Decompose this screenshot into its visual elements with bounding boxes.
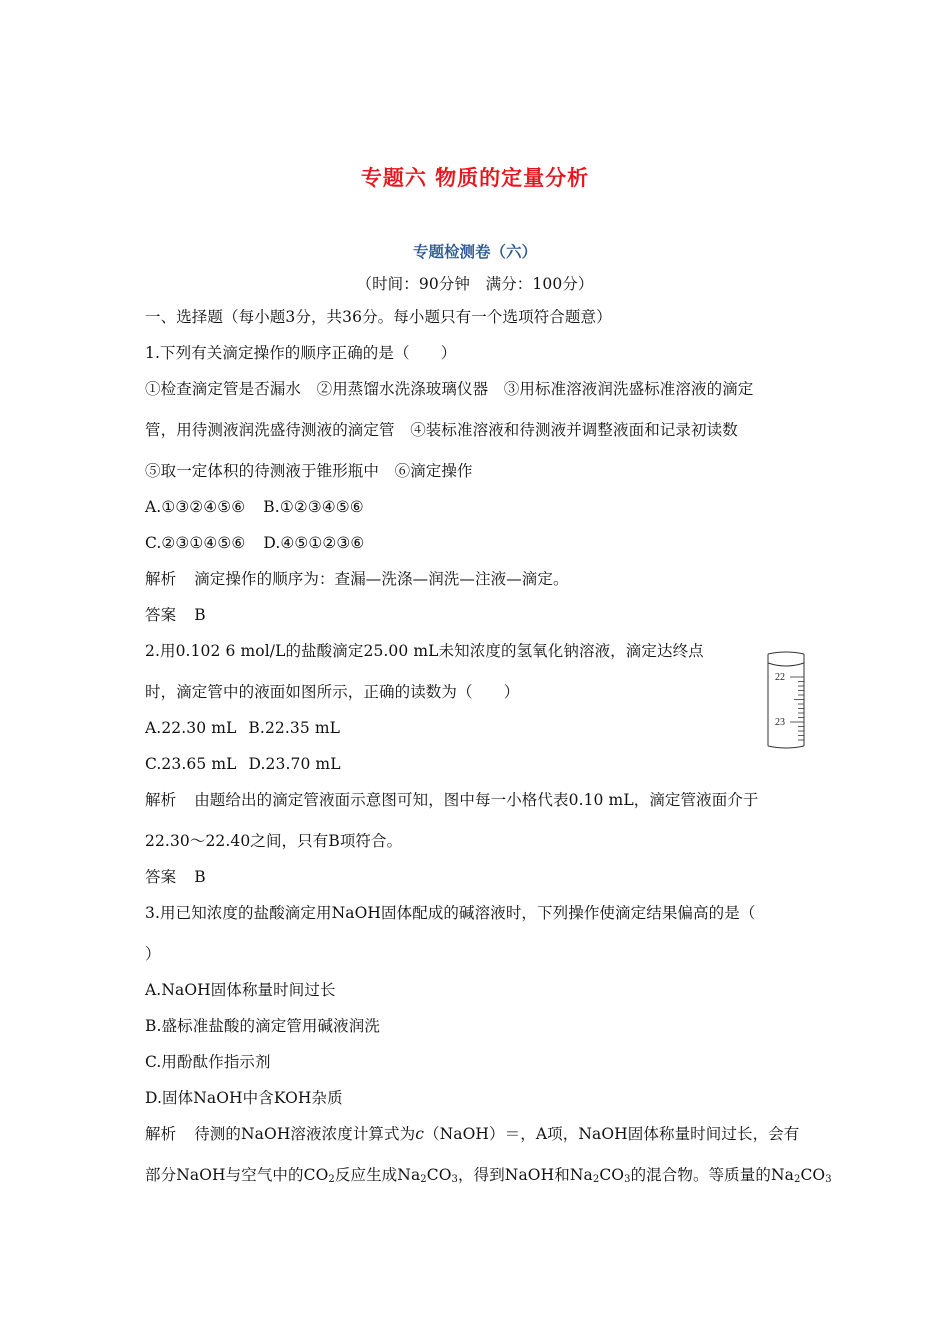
subscript: 2 — [592, 1174, 600, 1185]
q1-stem: 1.下列有关滴定操作的顺序正确的是（ ） — [145, 344, 457, 362]
q3-stem-line-1: 3.用已知浓度的盐酸滴定用NaOH固体配成的碱溶液时，下列操作使滴定结果偏高的是（ — [145, 904, 756, 922]
burette-figure — [763, 650, 809, 750]
text-run: CO — [599, 1166, 625, 1184]
subscript: 2 — [793, 1174, 801, 1185]
q3-option-b: B.盛标准盐酸的滴定管用碱液润洗 — [145, 1017, 380, 1035]
q3-stem-line-2: ） — [145, 945, 161, 963]
q3-option-c: C.用酚酞作指示剂 — [145, 1053, 271, 1071]
answer-value: B — [194, 606, 206, 624]
q1-step-line-1: ①检查滴定管是否漏水 ②用蒸馏水洗涤玻璃仪器 ③用标准溶液润洗盛标准溶液的滴定 — [145, 380, 754, 398]
q3-option-a: A.NaOH固体称量时间过长 — [145, 981, 336, 999]
page-subtitle: 专题检测卷（六） — [412, 243, 537, 261]
text-run: 的混合物。等质量的Na — [630, 1166, 794, 1184]
text-run: CO — [800, 1166, 826, 1184]
burette-scale-ticks — [790, 677, 804, 740]
text-run: 反应生成Na — [334, 1166, 421, 1184]
text-run: 部分NaOH与空气中的CO — [145, 1166, 329, 1184]
answer-value: B — [194, 868, 206, 886]
subscript: 2 — [420, 1174, 427, 1185]
q2-answer — [145, 867, 206, 887]
q2-options-row-2 — [145, 754, 341, 774]
q1-step-line-2: 管，用待测液润洗盛待测液的滴定管 ④装标准溶液和待测液并调整液面和记录初读数 — [145, 421, 738, 439]
q2-option-c: C.23.65 mL — [145, 755, 237, 773]
answer-label: 答案 — [145, 606, 177, 624]
q1-option-b: B.①②③④⑤⑥ — [263, 498, 364, 516]
q3-analysis-line-2 — [145, 1165, 832, 1190]
q2-analysis-line-1 — [145, 790, 759, 810]
text-run: CO — [426, 1166, 452, 1184]
q1-step-line-3: ⑤取一定体积的待测液于锥形瓶中 ⑥滴定操作 — [145, 462, 473, 480]
q3-option-d: D.固体NaOH中含KOH杂质 — [145, 1089, 343, 1107]
q2-option-a: A.22.30 mL — [145, 719, 237, 737]
subscript: 3 — [451, 1174, 458, 1185]
subscript: 3 — [825, 1174, 832, 1185]
text-run: ，得到NaOH和Na — [458, 1166, 593, 1184]
exam-info: （时间：90分钟 满分：100分） — [356, 275, 594, 293]
q1-option-c: C.②③①④⑤⑥ — [145, 534, 246, 552]
subscript: 2 — [328, 1174, 335, 1185]
answer-label: 答案 — [145, 868, 177, 886]
q2-stem-line-2: 时，滴定管中的液面如图所示，正确的读数为（ ） — [145, 683, 520, 701]
q1-options-row-2 — [145, 533, 364, 553]
q2-option-d: D.23.70 mL — [248, 755, 341, 773]
q1-option-a: A.①③②④⑤⑥ — [145, 498, 246, 516]
q3-analysis-line-1 — [145, 1124, 799, 1144]
q2-option-b: B.22.35 mL — [248, 719, 341, 737]
q2-options-row-1 — [145, 718, 340, 738]
section-heading: 一、选择题（每小题3分，共36分。每小题只有一个选项符合题意） — [145, 308, 612, 326]
q1-option-d: D.④⑤①②③⑥ — [263, 534, 365, 552]
analysis-label: 解析 — [145, 570, 177, 588]
analysis-text-post: （NaOH）＝，A项，NaOH固体称量时间过长，会有 — [424, 1125, 800, 1143]
burette-label-22: 22 — [775, 672, 785, 683]
analysis-text: 由题给出的滴定管液面示意图可知，图中每一小格代表0.10 mL，滴定管液面介于 — [194, 791, 759, 809]
analysis-text-pre: 待测的NaOH溶液浓度计算式为 — [194, 1125, 416, 1143]
q1-answer — [145, 605, 206, 625]
analysis-variable-c: c — [415, 1125, 425, 1143]
analysis-label: 解析 — [145, 791, 177, 809]
analysis-text: 滴定操作的顺序为：查漏—洗涤—润洗—注液—滴定。 — [194, 570, 569, 588]
q1-options-row-1 — [145, 497, 364, 517]
burette-label-23: 23 — [775, 717, 785, 728]
q1-analysis — [145, 569, 569, 589]
q2-stem-line-1: 2.用0.102 6 mol/L的盐酸滴定25.00 mL未知浓度的氢氧化钠溶液，滴定达终点 — [145, 642, 704, 660]
subscript: 3 — [624, 1174, 631, 1185]
page-title: 专题六 物质的定量分析 — [360, 166, 590, 190]
analysis-label: 解析 — [145, 1125, 177, 1143]
q2-analysis-line-2: 22.30～22.40之间，只有B项符合。 — [145, 832, 403, 850]
